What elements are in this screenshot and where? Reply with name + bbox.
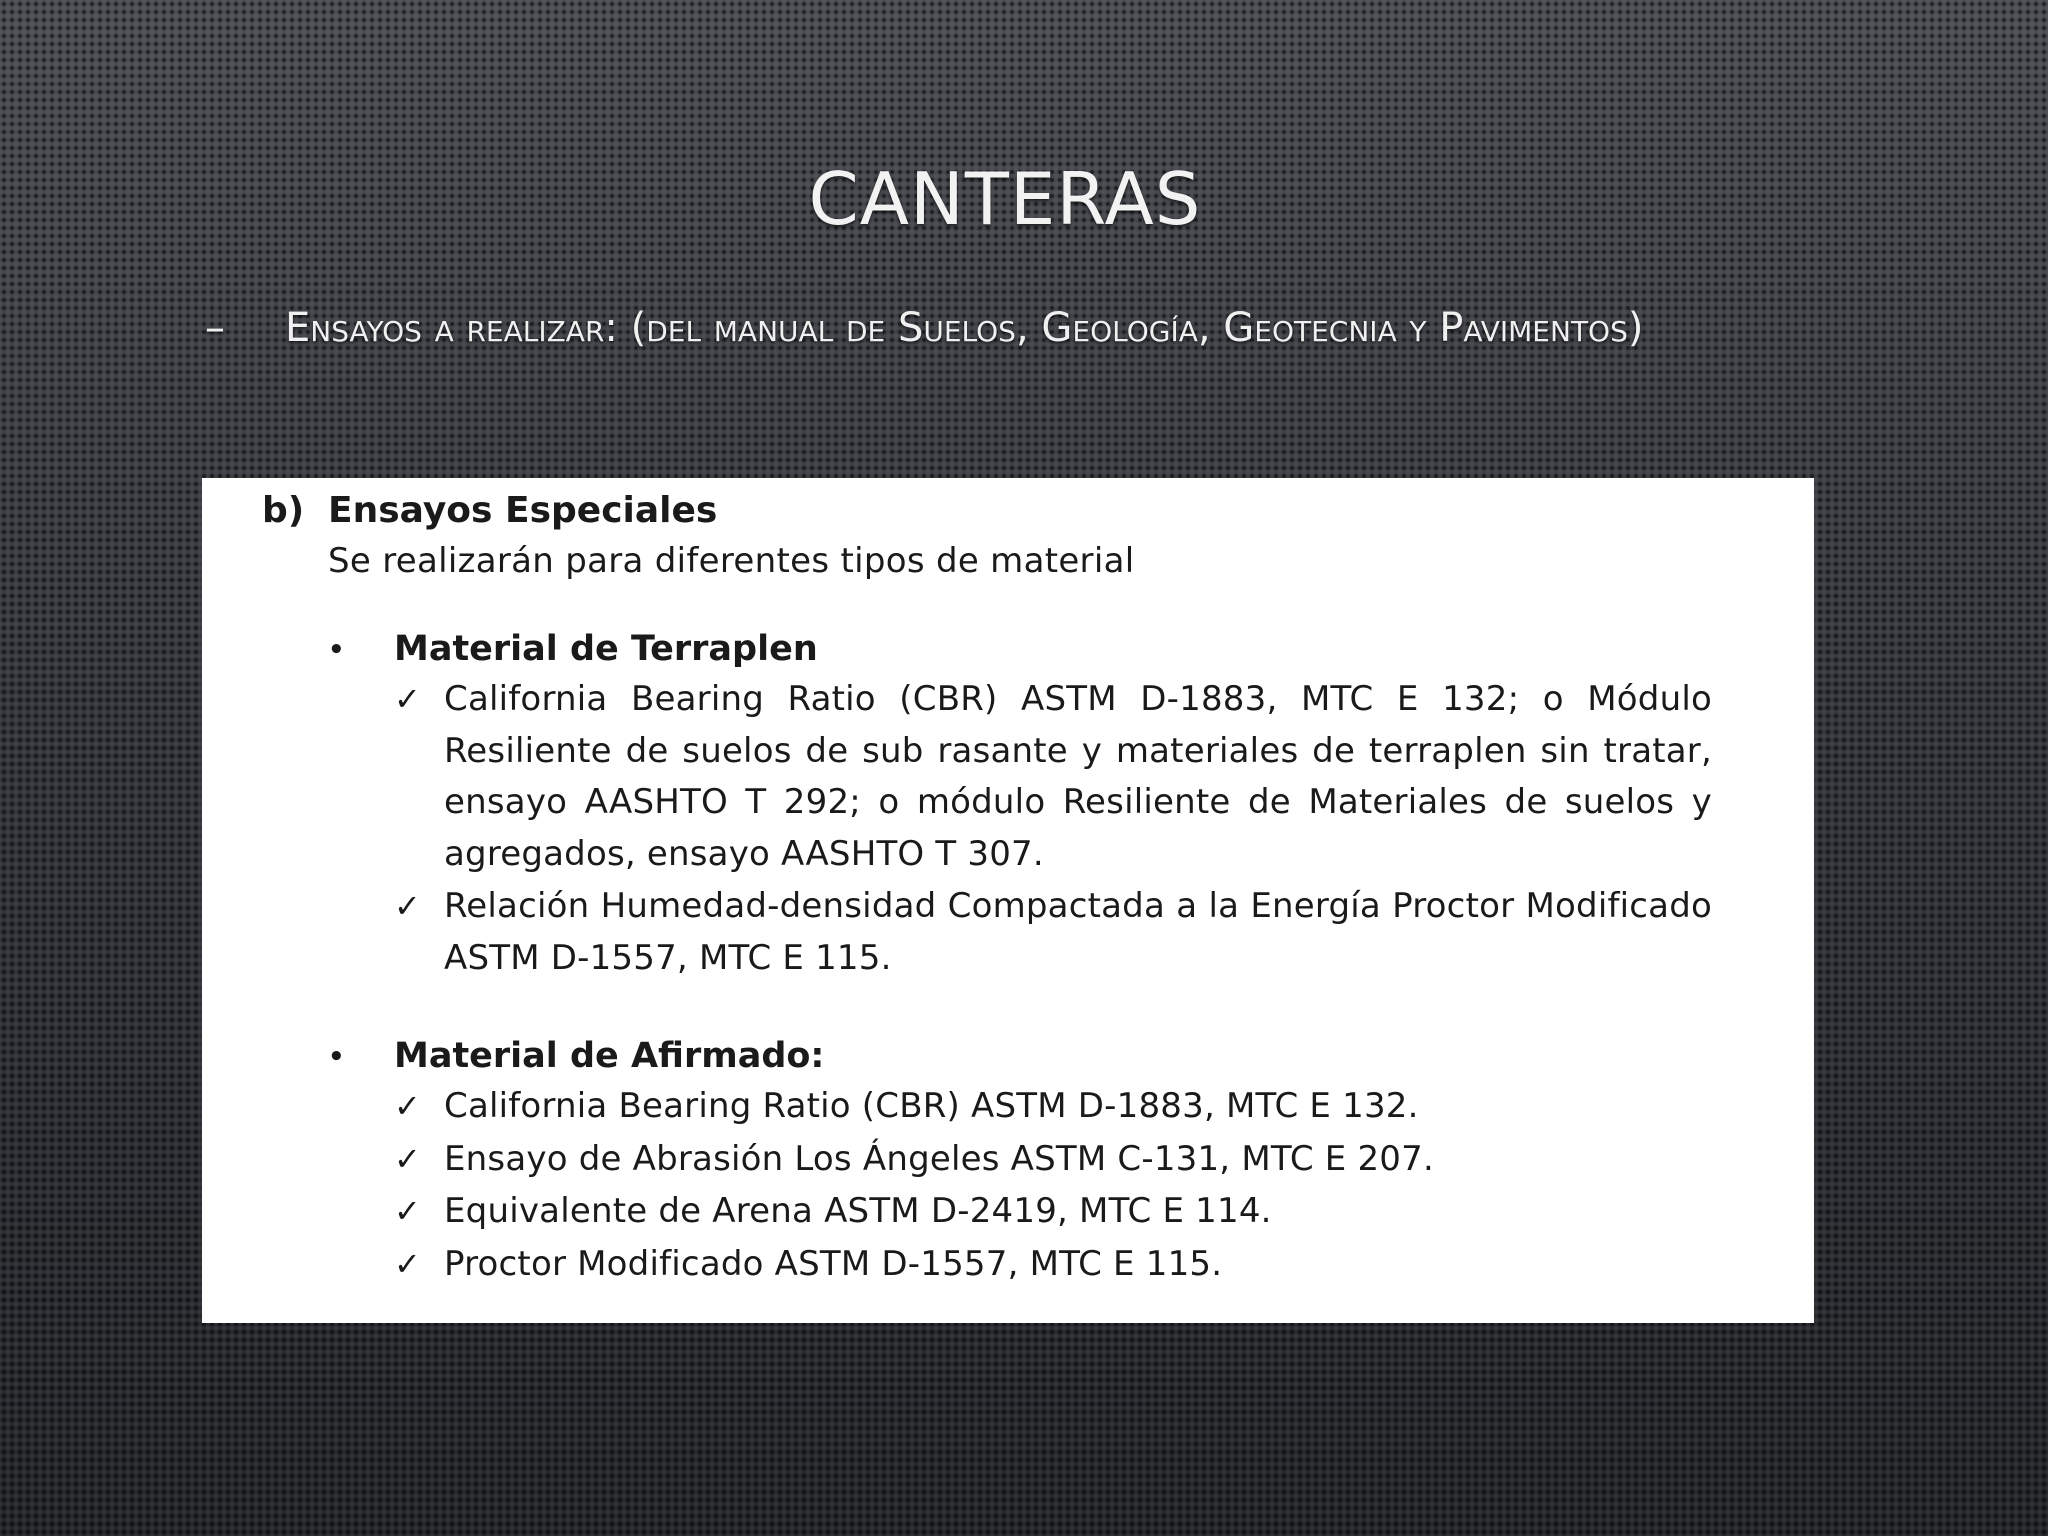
subtitle-text: Ensayos a realizar: (del manual de Suelos, Geología, Geotecnia y Pavimentos) — [285, 305, 1644, 351]
group-title: Material de Afirmado: — [394, 1036, 825, 1077]
slide-title: CANTERAS — [808, 157, 1202, 241]
list-item-text: Equivalente de Arena ASTM D-2419, MTC E 114. — [444, 1191, 1272, 1232]
group-heading — [328, 1032, 1712, 1081]
list-item-text: Relación Humedad-densidad Compactada a la Energía Proctor Modificado ASTM D-1557, MTC E 115. — [444, 886, 1712, 978]
check-list — [394, 1081, 1712, 1290]
section-title: Ensayos Especiales — [328, 490, 718, 531]
list-item — [394, 881, 1712, 984]
checkmark-icon: ✓ — [394, 887, 421, 926]
document-image-panel — [202, 478, 1814, 1323]
list-item — [394, 674, 1712, 880]
list-item — [394, 1081, 1712, 1133]
check-list — [394, 674, 1712, 984]
subtitle-dash: – — [205, 305, 225, 351]
list-item — [394, 1134, 1712, 1186]
list-item-text: Ensayo de Abrasión Los Ángeles ASTM C-131, MTC E 207. — [444, 1138, 1434, 1179]
bullet-icon: • — [328, 634, 345, 665]
list-item-text: Proctor Modificado ASTM D-1557, MTC E 115. — [444, 1243, 1223, 1284]
checkmark-icon: ✓ — [394, 1192, 421, 1231]
list-item-text: California Bearing Ratio (CBR) ASTM D-1883, MTC E 132. — [444, 1086, 1419, 1127]
section-heading — [262, 486, 1712, 536]
checkmark-icon: ✓ — [394, 1087, 421, 1126]
checkmark-icon: ✓ — [394, 680, 421, 719]
document-content — [262, 486, 1712, 1290]
slide-subtitle — [205, 298, 2005, 358]
section-description: Se realizarán para diferentes tipos de material — [328, 541, 1135, 582]
group-heading — [328, 625, 1712, 674]
bullet-icon: • — [328, 1041, 345, 1072]
section-letter: b) — [262, 490, 305, 531]
group-afirmado — [262, 1032, 1712, 1290]
list-item-text: California Bearing Ratio (CBR) ASTM D-1883, MTC E 132; o Módulo Resiliente de suelos de sub rasante y materiales de terraplen sin tratar, ensayo AASHTO T 292; o módulo Resiliente de Materiales de suelos y agregados, ensayo AASHTO T 307. — [444, 679, 1712, 874]
checkmark-icon: ✓ — [394, 1139, 421, 1178]
group-title: Material de Terraplen — [394, 629, 818, 670]
list-item — [394, 1186, 1712, 1238]
group-terraplen — [262, 625, 1712, 984]
checkmark-icon: ✓ — [394, 1244, 421, 1283]
list-item — [394, 1239, 1712, 1291]
